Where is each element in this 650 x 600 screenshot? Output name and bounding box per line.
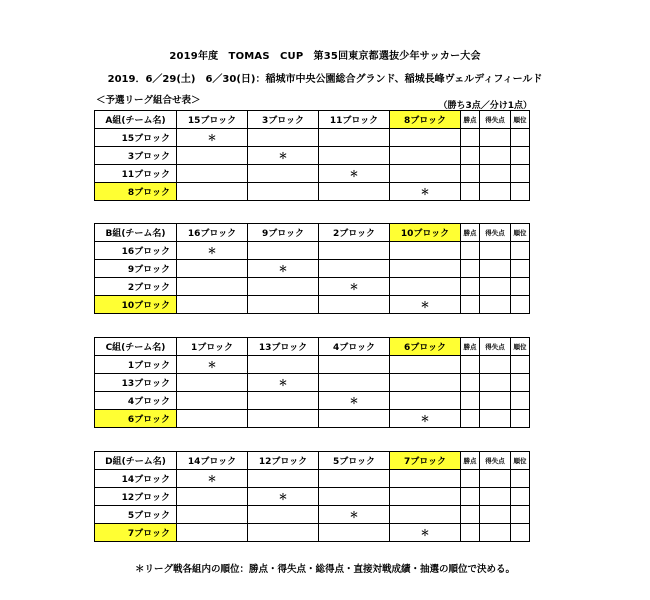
win-points-cell	[461, 147, 480, 165]
group-name: C組(チーム名)	[95, 338, 177, 356]
team-name: 11ブロック	[95, 165, 177, 183]
table-row	[95, 374, 530, 392]
goal-diff-cell	[480, 296, 511, 314]
match-cell	[390, 129, 461, 147]
rank-cell	[511, 260, 530, 278]
goal-diff-cell	[480, 165, 511, 183]
match-cell	[248, 165, 319, 183]
rank-cell	[511, 488, 530, 506]
self-match-mark: ＊	[177, 356, 248, 374]
match-cell	[248, 183, 319, 201]
self-match-mark: ＊	[248, 374, 319, 392]
win-points-cell	[461, 260, 480, 278]
table-row	[95, 165, 530, 183]
group-name: D組(チーム名)	[95, 452, 177, 470]
group-table	[94, 110, 530, 201]
team-column-header: 10ブロック	[390, 224, 461, 242]
self-match-mark: ＊	[248, 488, 319, 506]
rank-cell	[511, 374, 530, 392]
rank-cell	[511, 356, 530, 374]
group-table	[94, 223, 530, 314]
column-header-rank: 順位	[511, 224, 530, 242]
column-header-rank: 順位	[511, 111, 530, 129]
page-title: 2019年度 TOMAS CUP 第35回東京都選抜少年サッカー大会	[169, 51, 481, 62]
self-match-mark: ＊	[390, 183, 461, 201]
match-cell	[319, 129, 390, 147]
win-points-cell	[461, 165, 480, 183]
column-header-goal-diff: 得失点	[480, 338, 511, 356]
team-name: 12ブロック	[95, 488, 177, 506]
match-cell	[319, 147, 390, 165]
rank-cell	[511, 296, 530, 314]
column-header-goal-diff: 得失点	[480, 111, 511, 129]
match-cell	[390, 392, 461, 410]
win-points-cell	[461, 506, 480, 524]
ranking-footnote: ＊リーグ戦各組内の順位：勝点・得失点・総得点・直接対戦成績・抽選の順位で決める。	[134, 564, 515, 575]
team-column-header: 14ブロック	[177, 452, 248, 470]
column-header-rank: 順位	[511, 338, 530, 356]
rank-cell	[511, 278, 530, 296]
match-cell	[177, 488, 248, 506]
self-match-mark: ＊	[248, 147, 319, 165]
team-name: 15ブロック	[95, 129, 177, 147]
match-cell	[177, 260, 248, 278]
group-header-row	[95, 338, 530, 356]
goal-diff-cell	[480, 410, 511, 428]
group-header-row	[95, 111, 530, 129]
table-row	[95, 296, 530, 314]
match-cell	[177, 410, 248, 428]
match-cell	[177, 147, 248, 165]
match-cell	[319, 296, 390, 314]
team-name: 5ブロック	[95, 506, 177, 524]
match-cell	[248, 524, 319, 542]
self-match-mark: ＊	[390, 524, 461, 542]
column-header-win-points: 勝点	[461, 452, 480, 470]
team-name: 8ブロック	[95, 183, 177, 201]
table-row	[95, 147, 530, 165]
table-row	[95, 410, 530, 428]
goal-diff-cell	[480, 242, 511, 260]
match-cell	[319, 410, 390, 428]
rank-cell	[511, 183, 530, 201]
table-row	[95, 278, 530, 296]
self-match-mark: ＊	[177, 470, 248, 488]
goal-diff-cell	[480, 278, 511, 296]
team-column-header: 3ブロック	[248, 111, 319, 129]
team-name: 2ブロック	[95, 278, 177, 296]
match-cell	[177, 392, 248, 410]
team-name: 6ブロック	[95, 410, 177, 428]
group-name: A組(チーム名)	[95, 111, 177, 129]
self-match-mark: ＊	[319, 392, 390, 410]
win-points-cell	[461, 392, 480, 410]
group-header-row	[95, 224, 530, 242]
table-row	[95, 356, 530, 374]
match-cell	[390, 165, 461, 183]
match-cell	[390, 260, 461, 278]
self-match-mark: ＊	[319, 278, 390, 296]
match-cell	[248, 506, 319, 524]
rank-cell	[511, 506, 530, 524]
self-match-mark: ＊	[390, 410, 461, 428]
column-header-goal-diff: 得失点	[480, 452, 511, 470]
match-cell	[248, 242, 319, 260]
match-cell	[390, 488, 461, 506]
table-row	[95, 524, 530, 542]
match-cell	[390, 278, 461, 296]
self-match-mark: ＊	[319, 165, 390, 183]
rank-cell	[511, 147, 530, 165]
column-header-goal-diff: 得失点	[480, 224, 511, 242]
win-points-cell	[461, 524, 480, 542]
match-cell	[248, 129, 319, 147]
column-header-win-points: 勝点	[461, 338, 480, 356]
team-column-header: 16ブロック	[177, 224, 248, 242]
win-points-cell	[461, 488, 480, 506]
match-cell	[177, 278, 248, 296]
self-match-mark: ＊	[248, 260, 319, 278]
team-column-header: 1ブロック	[177, 338, 248, 356]
team-name: 1ブロック	[95, 356, 177, 374]
team-name: 14ブロック	[95, 470, 177, 488]
team-column-header: 2ブロック	[319, 224, 390, 242]
match-cell	[177, 296, 248, 314]
table-label: ＜予選リーグ組合せ表＞	[96, 95, 201, 106]
team-name: 13ブロック	[95, 374, 177, 392]
rank-cell	[511, 165, 530, 183]
table-row	[95, 392, 530, 410]
rank-cell	[511, 242, 530, 260]
column-header-win-points: 勝点	[461, 111, 480, 129]
team-name: 4ブロック	[95, 392, 177, 410]
win-points-cell	[461, 278, 480, 296]
win-points-cell	[461, 183, 480, 201]
goal-diff-cell	[480, 147, 511, 165]
match-cell	[177, 374, 248, 392]
team-column-header: 15ブロック	[177, 111, 248, 129]
match-cell	[248, 296, 319, 314]
self-match-mark: ＊	[319, 506, 390, 524]
match-cell	[390, 470, 461, 488]
goal-diff-cell	[480, 392, 511, 410]
win-points-cell	[461, 470, 480, 488]
goal-diff-cell	[480, 356, 511, 374]
match-cell	[177, 506, 248, 524]
match-cell	[248, 392, 319, 410]
team-name: 10ブロック	[95, 296, 177, 314]
rank-cell	[511, 524, 530, 542]
goal-diff-cell	[480, 183, 511, 201]
goal-diff-cell	[480, 260, 511, 278]
match-cell	[390, 374, 461, 392]
match-cell	[390, 147, 461, 165]
team-column-header: 6ブロック	[390, 338, 461, 356]
goal-diff-cell	[480, 470, 511, 488]
match-cell	[390, 356, 461, 374]
match-cell	[248, 356, 319, 374]
rank-cell	[511, 410, 530, 428]
table-row	[95, 488, 530, 506]
rank-cell	[511, 470, 530, 488]
self-match-mark: ＊	[177, 129, 248, 147]
group-table	[94, 337, 530, 428]
match-cell	[319, 183, 390, 201]
win-points-cell	[461, 374, 480, 392]
goal-diff-cell	[480, 374, 511, 392]
match-cell	[177, 165, 248, 183]
match-cell	[319, 242, 390, 260]
team-name: 16ブロック	[95, 242, 177, 260]
team-name: 9ブロック	[95, 260, 177, 278]
team-column-header: 4ブロック	[319, 338, 390, 356]
match-cell	[177, 524, 248, 542]
match-cell	[319, 356, 390, 374]
team-column-header: 12ブロック	[248, 452, 319, 470]
team-column-header: 11ブロック	[319, 111, 390, 129]
match-cell	[319, 374, 390, 392]
goal-diff-cell	[480, 488, 511, 506]
event-dates-venues: 2019．6／29(土) 6／30(日)：稲城市中央公園総合グランド、稲城長峰ヴェルディフィールド	[107, 74, 543, 85]
rank-cell	[511, 392, 530, 410]
team-column-header: 7ブロック	[390, 452, 461, 470]
win-points-cell	[461, 356, 480, 374]
self-match-mark: ＊	[390, 296, 461, 314]
points-note: （勝ち3点／分け1点）	[438, 101, 532, 111]
table-row	[95, 183, 530, 201]
win-points-cell	[461, 129, 480, 147]
match-cell	[177, 183, 248, 201]
group-table	[94, 451, 530, 542]
team-column-header: 13ブロック	[248, 338, 319, 356]
match-cell	[319, 470, 390, 488]
goal-diff-cell	[480, 524, 511, 542]
win-points-cell	[461, 410, 480, 428]
team-name: 7ブロック	[95, 524, 177, 542]
win-points-cell	[461, 242, 480, 260]
table-row	[95, 129, 530, 147]
match-cell	[319, 524, 390, 542]
win-points-cell	[461, 296, 480, 314]
table-row	[95, 506, 530, 524]
column-header-rank: 順位	[511, 452, 530, 470]
match-cell	[319, 488, 390, 506]
match-cell	[390, 506, 461, 524]
match-cell	[319, 260, 390, 278]
self-match-mark: ＊	[177, 242, 248, 260]
match-cell	[248, 278, 319, 296]
goal-diff-cell	[480, 129, 511, 147]
team-column-header: 8ブロック	[390, 111, 461, 129]
goal-diff-cell	[480, 506, 511, 524]
match-cell	[248, 410, 319, 428]
table-row	[95, 242, 530, 260]
team-column-header: 5ブロック	[319, 452, 390, 470]
match-cell	[248, 470, 319, 488]
match-cell	[390, 242, 461, 260]
column-header-win-points: 勝点	[461, 224, 480, 242]
table-row	[95, 470, 530, 488]
table-row	[95, 260, 530, 278]
team-column-header: 9ブロック	[248, 224, 319, 242]
team-name: 3ブロック	[95, 147, 177, 165]
rank-cell	[511, 129, 530, 147]
group-header-row	[95, 452, 530, 470]
group-name: B組(チーム名)	[95, 224, 177, 242]
